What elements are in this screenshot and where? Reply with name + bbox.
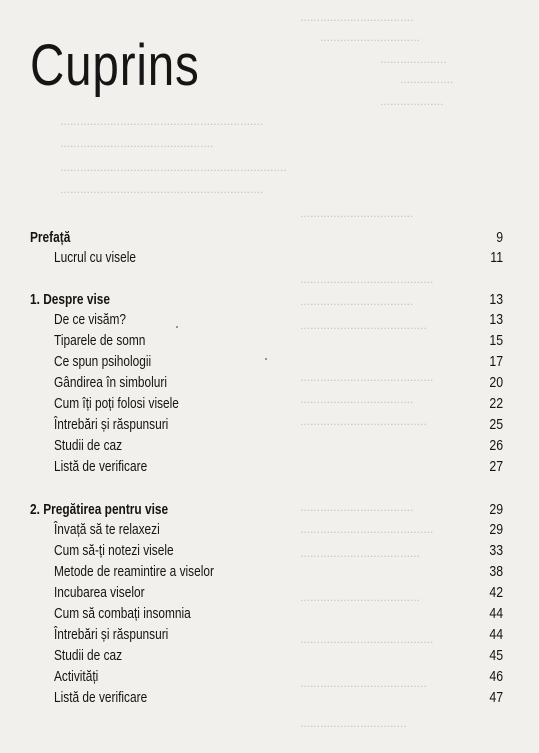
toc-entry — [0, 667, 539, 687]
toc-heading-label: Prefață — [30, 230, 71, 246]
toc-page-number: 26 — [489, 438, 503, 454]
toc-page-number: 46 — [489, 669, 503, 685]
paper-speck — [176, 326, 178, 328]
toc-entry — [0, 331, 539, 351]
show-through-text: .................................. .............................. .................... ................ ................... ............................................................. .............................................. .................................................................... ............................................................. .................................. ........................................ .................................. ...................................... ........................................ .................................. ...................................... .................................. ........................................ .................................... .................................... ........................................ ...................................... ................................ — [60, 10, 454, 730]
toc-page-number: 33 — [489, 543, 503, 559]
toc-entry-label: Cum îți poți folosi visele — [54, 396, 179, 412]
toc-entry-label: Studii de caz — [54, 648, 123, 664]
toc-entry — [0, 625, 539, 645]
toc-entry-label: Activități — [54, 669, 99, 685]
toc-page-number: 11 — [490, 250, 503, 266]
toc-page-number: 15 — [489, 333, 503, 349]
toc-page-number: 9 — [496, 230, 503, 246]
toc-entry-label: Listă de verificare — [54, 459, 148, 475]
toc-entry — [0, 394, 539, 414]
toc-entry-label: Gândirea în simboluri — [54, 375, 168, 391]
toc-entry — [0, 583, 539, 603]
toc-page-number: 13 — [489, 292, 503, 308]
toc-page-number: 22 — [489, 396, 503, 412]
toc-entry-label: Listă de verificare — [54, 690, 148, 706]
toc-entry-label: Ce spun psihologii — [54, 354, 152, 370]
toc-entry — [0, 415, 539, 435]
toc-page-number: 44 — [489, 606, 503, 622]
toc-entry — [0, 646, 539, 666]
toc-entry — [0, 562, 539, 582]
toc-page-number: 47 — [489, 690, 503, 706]
toc-entry-label: Lucrul cu visele — [54, 250, 136, 266]
toc-entry-label: Învață să te relaxezi — [54, 522, 160, 538]
toc-heading-prefata — [0, 228, 539, 248]
toc-entry — [0, 436, 539, 456]
toc-entry — [0, 457, 539, 477]
toc-page-number: 29 — [489, 522, 503, 538]
toc-page-number: 44 — [489, 627, 503, 643]
page-title: Cuprins — [30, 33, 200, 98]
toc-heading-label: 2. Pregătirea pentru vise — [30, 502, 169, 518]
paper-speck — [265, 358, 267, 360]
toc-page-number: 29 — [489, 502, 503, 518]
toc-heading-chapter-1 — [0, 290, 539, 310]
toc-page-number: 27 — [489, 459, 503, 475]
toc-entry — [0, 520, 539, 540]
toc-entry-label: Incubarea viselor — [54, 585, 145, 601]
toc-entry-label: Studii de caz — [54, 438, 123, 454]
toc-entry-label: Întrebări și răspunsuri — [54, 417, 169, 433]
toc-entry-label: De ce visăm? — [54, 312, 127, 328]
toc-page-number: 25 — [489, 417, 503, 433]
toc-entry — [0, 310, 539, 330]
toc-page-number: 17 — [489, 354, 503, 370]
toc-page-number: 38 — [489, 564, 503, 580]
toc-entry-label: Metode de reamintire a viselor — [54, 564, 214, 580]
toc-entry — [0, 604, 539, 624]
toc-entry — [0, 688, 539, 708]
toc-page-number: 42 — [489, 585, 503, 601]
toc-page-number: 13 — [489, 312, 503, 328]
toc-entry — [0, 352, 539, 372]
toc-entry-label: Cum să combați insomnia — [54, 606, 191, 622]
toc-page-number: 20 — [489, 375, 503, 391]
toc-entry — [0, 541, 539, 561]
toc-entry-label: Cum să-ți notezi visele — [54, 543, 174, 559]
toc-page-number: 45 — [489, 648, 503, 664]
toc-entry-label: Tiparele de somn — [54, 333, 146, 349]
toc-heading-chapter-2 — [0, 500, 539, 520]
toc-entry-label: Întrebări și răspunsuri — [54, 627, 169, 643]
toc-entry — [0, 373, 539, 393]
toc-entry — [0, 248, 539, 268]
toc-heading-label: 1. Despre vise — [30, 292, 110, 308]
